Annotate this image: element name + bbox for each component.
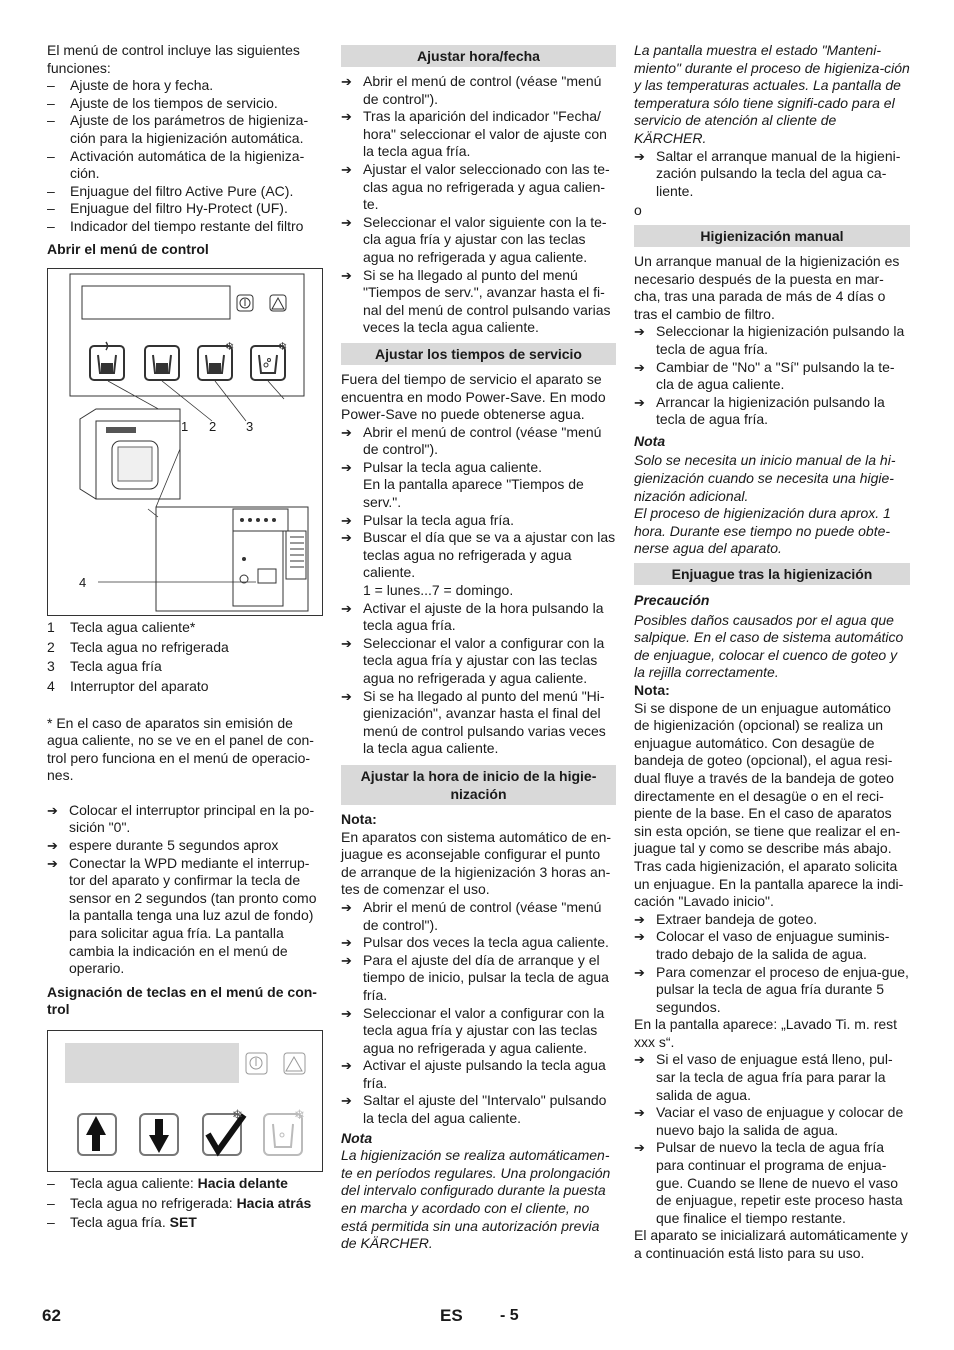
paragraph: Fuera del tiempo de servicio el aparato se encuentra en modo Power-Save. En modo Power-Save no puede obtenerse agua. xyxy=(341,370,606,423)
step: ➔ Colocar el vaso de enjuague suminis-trado debajo de la salida de agua. xyxy=(634,928,910,963)
list-item: – Activación automática de la higieniza-ción. xyxy=(47,148,324,183)
step: ➔ Abrir el menú de control (véase "menú de control"). xyxy=(341,424,616,459)
step: ➔ Si se ha llegado al punto del menú "Hi-gienización", avanzar hasta el final del menú de control pulsando varias veces la tecla agua caliente. xyxy=(341,688,616,758)
section-page-number: - 5 xyxy=(500,1307,519,1324)
note-text: El proceso de higienización dura aprox. 1 hora. Durante ese tiempo no puede obte-nerse agua del aparato. xyxy=(634,505,891,557)
note-text: Solo se necesita un inicio manual de la hi-gienización cuando se necesita una higie-nización adicional. xyxy=(634,452,896,504)
step: ➔ Cambiar de "No" a "Sí" pulsando la te-cla de agua caliente. xyxy=(634,359,910,394)
paragraph: Si se dispone de un enjuague automático de higienización (opcional) se realiza un enjuague automático. Con desagüe de bandeja de goteo (opcional), el agua resi-dual fluye a través de la bandeja de goteo directamente en el desagüe o en el reci-piente de la base. En el caso de aparatos sin esta opción, se tiene que realizar el en-juague tal y como se describe más abajo. Tras cada higienización, el aparato solicita un enjuague. En la pantalla aparece la indi-cación "Lavado inicio". xyxy=(634,699,904,910)
functions-list xyxy=(47,77,324,235)
footnote: * En el caso de aparatos sin emisión de agua caliente, no se ve en el panel de con-trol pero funciona en el menú de operacio-nes. xyxy=(47,714,314,784)
ambient-water-key-icon xyxy=(145,346,179,380)
key-assignment-heading: Asignación de teclas en el menú de con-trol xyxy=(47,983,317,1018)
note-text: La higienización se realiza automáticamen-te en períodos regulares. Una prolongación del intervalo configurado durante la puesta en marcha y acordado con el cliente, no está permitida sin una autorización previa de KÄRCHER. xyxy=(341,1147,611,1252)
list-item: – Enjuague del filtro Hy-Protect (UF). xyxy=(47,200,324,218)
cold-water-key-icon xyxy=(198,340,234,380)
note-label: Nota: xyxy=(634,682,670,698)
sparkling-key-icon xyxy=(264,1108,305,1155)
step: ➔ espere durante 5 segundos aprox xyxy=(47,837,324,855)
language-code: ES xyxy=(440,1306,463,1325)
step: ➔ Pulsar la tecla agua fría. xyxy=(341,512,616,530)
legend-item: 1 Tecla agua caliente* xyxy=(47,619,196,636)
note-text: La pantalla muestra el estado "Manteni-miento" durante el proceso de higieniza-ción y las temperaturas actuales. La pantalla de temperatura sólo tiene signifi-cado para el servicio de atención al cliente de KÄRCHER. xyxy=(634,42,910,146)
step: ➔ Pulsar dos veces la tecla agua caliente. xyxy=(341,934,616,952)
control-panel-illustration xyxy=(48,269,322,615)
figure-legend xyxy=(47,619,324,695)
or-text: o xyxy=(634,202,642,219)
list-item: – Enjuague del filtro Active Pure (AC). xyxy=(47,183,324,201)
paragraph: Un arranque manual de la higienización es necesario después de la puesta en mar-cha, tras una parada de más de 4 días o tras el cambio de filtro. xyxy=(634,252,900,322)
control-panel-figure xyxy=(47,268,323,616)
step: ➔ Ajustar el valor seleccionado con las te-clas agua no refrigerada y agua calien-te. xyxy=(341,161,616,214)
step: ➔ Arrancar la higienización pulsando la tecla de agua fría. xyxy=(634,394,910,429)
step: ➔ Vaciar el vaso de enjuague y colocar de nuevo bajo la salida de agua. xyxy=(634,1104,910,1139)
step: ➔ Seleccionar la higienización pulsando la tecla de agua fría. xyxy=(634,323,910,358)
step: ➔ Si el vaso de enjuague está lleno, pul-sar la tecla de agua fría para parar la salida de agua. xyxy=(634,1051,910,1104)
heading-service-times: Ajustar los tiempos de servicio xyxy=(341,343,616,365)
step-note: En la pantalla aparece "Tiempos de serv.". xyxy=(363,476,584,511)
caution-text: Posibles daños causados por el agua que salpique. En el caso de sistema automático de enjuague, colocar el cuenco de goteo y la rejilla correctamente. xyxy=(634,611,904,681)
heading-set-time-date: Ajustar hora/fecha xyxy=(341,45,616,67)
legend-item: 2 Tecla agua no refrigerada xyxy=(47,638,229,655)
forward-key-icon xyxy=(78,1114,116,1155)
heading-rinse: Enjuague tras la higienización xyxy=(634,563,910,585)
column-1 xyxy=(47,42,324,1232)
paragraph: El aparato se inicializará automáticamente y a continuación está listo para su uso. xyxy=(634,1227,908,1261)
svg-text:❄: ❄ xyxy=(232,1108,243,1123)
step: ➔ Colocar el interruptor principal en la po-sición "0". xyxy=(47,802,324,837)
step: ➔ Pulsar de nuevo la tecla de agua fría para continuar el programa de enjua-gue. Cuando se llene de nuevo el vaso de enjuague, repetir este proceso hasta que finalice el tiempo restante. xyxy=(634,1139,910,1227)
step: ➔ Pulsar la tecla agua caliente. xyxy=(341,459,616,477)
step: ➔ Seleccionar el valor siguiente con la te-cla agua fría y ajustar con las teclas agua no refrigerada y agua caliente. xyxy=(341,214,616,267)
svg-text:❄: ❄ xyxy=(294,1108,305,1123)
list-item: – Tecla agua no refrigerada: Hacia atrás xyxy=(47,1195,324,1213)
functions-intro: El menú de control incluye las siguientes funciones: xyxy=(47,42,300,76)
caution-label: Precaución xyxy=(634,592,710,609)
setup-steps xyxy=(47,802,324,978)
step: ➔ Seleccionar el valor a configurar con la tecla agua fría y ajustar con las teclas agua no refrigerada y agua caliente. xyxy=(341,1005,616,1058)
paragraph: En aparatos con sistema automático de en-juague es aconsejable configurar el punto de arranque de la higienización 3 horas an-tes de comenzar el uso. xyxy=(341,828,612,898)
operator-menu-illustration xyxy=(48,1031,322,1171)
note-label: Nota: xyxy=(341,810,377,827)
key-assignment-list xyxy=(47,1175,324,1232)
callout-4: 4 xyxy=(79,575,87,591)
step-note: 1 = lunes...7 = domingo. xyxy=(363,582,514,599)
note-label: Nota xyxy=(634,432,666,449)
operator-menu-figure xyxy=(47,1030,323,1172)
hot-water-key-icon xyxy=(90,342,124,380)
step: ➔ Abrir el menú de control (véase "menú de control"). xyxy=(341,73,616,108)
step: ➔ Activar el ajuste de la hora pulsando la tecla agua fría. xyxy=(341,600,616,635)
back-key-icon xyxy=(140,1114,178,1155)
list-item: – Tecla agua caliente: Hacia delante xyxy=(47,1175,324,1193)
step: ➔ Buscar el día que se va a ajustar con las teclas agua no refrigerada y agua caliente. xyxy=(341,529,616,582)
svg-text:❄: ❄ xyxy=(225,340,235,354)
paragraph: En la pantalla aparece: „Lavado Ti. m. rest xxx s“. xyxy=(634,1016,898,1050)
open-menu-heading: Abrir el menú de control xyxy=(47,240,209,257)
legend-item: 4 Interruptor del aparato xyxy=(47,677,209,694)
list-item: – Tecla agua fría. SET xyxy=(47,1214,324,1232)
step: ➔ Abrir el menú de control (véase "menú de control"). xyxy=(341,899,616,934)
step: ➔ Conectar la WPD mediante el interrup-tor del aparato y confirmar la tecla de sensor en 2 segundos (tan pronto como la pantalla tenga una luz azul de fondo) para solicitar agua fría. La pantalla cambia la indicación en el menú de operario. xyxy=(47,855,324,978)
callout-1: 1 xyxy=(181,419,189,435)
list-item: – Indicador del tiempo restante del filtro xyxy=(47,218,324,236)
step: ➔ Saltar el arranque manual de la higieni-zación pulsando la tecla del agua ca-liente. xyxy=(634,148,910,201)
heading-manual-sanitization: Higienización manual xyxy=(634,225,910,247)
step: ➔ Activar el ajuste pulsando la tecla agua fría. xyxy=(341,1057,616,1092)
sparkling-water-key-icon xyxy=(251,340,287,380)
legend-item: 3 Tecla agua fría xyxy=(47,658,162,675)
page-number: 62 xyxy=(42,1306,61,1325)
column-3 xyxy=(634,42,910,1263)
list-item: – Ajuste de los tiempos de servicio. xyxy=(47,95,324,113)
step: ➔ Extraer bandeja de goteo. xyxy=(634,911,910,929)
callout-2: 2 xyxy=(209,419,217,435)
set-key-icon xyxy=(203,1108,244,1155)
note-label: Nota xyxy=(341,1129,373,1146)
step: ➔ Para comenzar el proceso de enjua-gue, pulsar la tecla de agua fría durante 5 segundos. xyxy=(634,964,910,1017)
step: ➔ Si se ha llegado al punto del menú "Tiempos de serv.", avanzar hasta el fi-nal del menú de control pulsando varias veces la tecla agua caliente. xyxy=(341,267,616,337)
list-item: – Ajuste de los parámetros de higieniza-ción para la higienización automática. xyxy=(47,112,324,147)
step: ➔ Tras la aparición del indicador "Fecha/ hora" seleccionar el valor de ajuste con la tecla agua fría. xyxy=(341,108,616,161)
heading-sanitization-start: Ajustar la hora de inicio de la higie-nización xyxy=(341,765,616,805)
column-2 xyxy=(341,42,616,1253)
step: ➔ Seleccionar el valor a configurar con la tecla agua fría y ajustar con las teclas agua no refrigerada y agua caliente. xyxy=(341,635,616,688)
list-item: – Ajuste de hora y fecha. xyxy=(47,77,324,95)
svg-text:❄: ❄ xyxy=(278,340,288,354)
step: ➔ Para el ajuste del día de arranque y el tiempo de inicio, pulsar la tecla de agua fría. xyxy=(341,952,616,1005)
callout-3: 3 xyxy=(246,419,254,435)
step: ➔ Saltar el ajuste del "Intervalo" pulsando la tecla del agua caliente. xyxy=(341,1092,616,1127)
